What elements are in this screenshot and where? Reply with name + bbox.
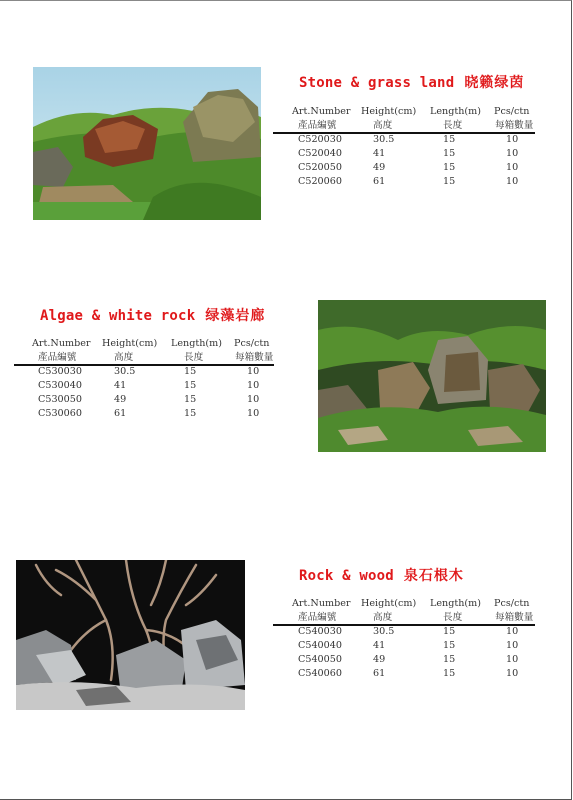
height: 41 bbox=[114, 380, 127, 391]
art-number: C530040 bbox=[38, 380, 82, 391]
height: 30.5 bbox=[373, 626, 395, 637]
length: 15 bbox=[184, 380, 197, 391]
length: 15 bbox=[184, 394, 197, 405]
header-length: Length(m) bbox=[171, 338, 222, 349]
height: 41 bbox=[373, 148, 386, 159]
stone-grass-photo bbox=[33, 67, 261, 220]
art-number: C530030 bbox=[38, 366, 82, 377]
table-row bbox=[273, 625, 543, 639]
header-zh-pcs: 每箱數量 bbox=[495, 612, 534, 623]
height: 41 bbox=[373, 640, 386, 651]
header-row-en bbox=[273, 105, 543, 119]
height: 61 bbox=[114, 408, 127, 419]
title-en: Rock & wood bbox=[299, 568, 394, 584]
header-pcs: Pcs/ctn bbox=[234, 338, 270, 349]
header-art-number: Art.Number bbox=[32, 338, 91, 349]
table-row bbox=[273, 667, 543, 681]
algae-rock-photo bbox=[318, 300, 546, 452]
header-row-zh bbox=[273, 611, 543, 625]
table-row bbox=[14, 379, 289, 393]
header-row-en bbox=[14, 337, 289, 351]
title-zh: 绿藻岩廊 bbox=[205, 308, 266, 324]
header-zh-length: 長度 bbox=[443, 612, 463, 623]
header-height: Height(cm) bbox=[102, 338, 158, 349]
product-title bbox=[299, 72, 524, 92]
art-number: C520050 bbox=[298, 162, 342, 173]
height: 30.5 bbox=[373, 134, 395, 145]
header-height: Height(cm) bbox=[361, 598, 417, 609]
table-row bbox=[273, 175, 543, 189]
pcs: 10 bbox=[506, 626, 519, 637]
length: 15 bbox=[443, 162, 456, 173]
title-en: Stone & grass land bbox=[299, 75, 455, 91]
pcs: 10 bbox=[247, 380, 260, 391]
spec-table bbox=[273, 105, 543, 195]
title-zh: 泉石根木 bbox=[403, 568, 464, 584]
spec-table bbox=[14, 337, 289, 427]
header-length: Length(m) bbox=[430, 106, 481, 117]
header-zh-pcs: 每箱數量 bbox=[495, 120, 534, 131]
header-row-zh bbox=[273, 119, 543, 133]
header-zh-art: 產品編號 bbox=[298, 612, 337, 623]
table-row bbox=[14, 407, 289, 421]
pcs: 10 bbox=[506, 162, 519, 173]
header-length: Length(m) bbox=[430, 598, 481, 609]
length: 15 bbox=[443, 654, 456, 665]
header-art-number: Art.Number bbox=[292, 598, 351, 609]
height: 61 bbox=[373, 668, 386, 679]
pcs: 10 bbox=[506, 654, 519, 665]
art-number: C520040 bbox=[298, 148, 342, 159]
art-number: C540040 bbox=[298, 640, 342, 651]
header-zh-height: 高度 bbox=[373, 612, 393, 623]
art-number: C520030 bbox=[298, 134, 342, 145]
table-row bbox=[14, 365, 289, 379]
art-number: C530050 bbox=[38, 394, 82, 405]
header-zh-length: 長度 bbox=[443, 120, 463, 131]
table-row bbox=[273, 161, 543, 175]
header-zh-art: 產品編號 bbox=[298, 120, 337, 131]
header-pcs: Pcs/ctn bbox=[494, 598, 530, 609]
art-number: C540060 bbox=[298, 668, 342, 679]
height: 30.5 bbox=[114, 366, 136, 377]
spec-table bbox=[273, 597, 543, 687]
pcs: 10 bbox=[506, 134, 519, 145]
header-height: Height(cm) bbox=[361, 106, 417, 117]
title-en: Algae & white rock bbox=[40, 308, 196, 324]
length: 15 bbox=[443, 134, 456, 145]
table-row bbox=[14, 393, 289, 407]
header-art-number: Art.Number bbox=[292, 106, 351, 117]
length: 15 bbox=[184, 366, 197, 377]
length: 15 bbox=[443, 640, 456, 651]
length: 15 bbox=[184, 408, 197, 419]
header-zh-art: 產品編號 bbox=[38, 352, 77, 363]
art-number: C540050 bbox=[298, 654, 342, 665]
pcs: 10 bbox=[247, 366, 260, 377]
art-number: C520060 bbox=[298, 176, 342, 187]
header-zh-height: 高度 bbox=[114, 352, 134, 363]
product-title bbox=[299, 565, 464, 585]
art-number: C540030 bbox=[298, 626, 342, 637]
header-zh-pcs: 每箱數量 bbox=[235, 352, 274, 363]
length: 15 bbox=[443, 148, 456, 159]
rock-wood-photo bbox=[16, 560, 245, 710]
height: 49 bbox=[114, 394, 127, 405]
pcs: 10 bbox=[247, 394, 260, 405]
length: 15 bbox=[443, 176, 456, 187]
length: 15 bbox=[443, 668, 456, 679]
height: 49 bbox=[373, 162, 386, 173]
product-title bbox=[40, 305, 265, 325]
pcs: 10 bbox=[506, 176, 519, 187]
pcs: 10 bbox=[506, 668, 519, 679]
pcs: 10 bbox=[247, 408, 260, 419]
height: 61 bbox=[373, 176, 386, 187]
table-row bbox=[273, 653, 543, 667]
header-pcs: Pcs/ctn bbox=[494, 106, 530, 117]
table-row bbox=[273, 133, 543, 147]
pcs: 10 bbox=[506, 148, 519, 159]
header-zh-length: 長度 bbox=[184, 352, 204, 363]
table-row bbox=[273, 639, 543, 653]
header-zh-height: 高度 bbox=[373, 120, 393, 131]
length: 15 bbox=[443, 626, 456, 637]
header-row-zh bbox=[14, 351, 289, 365]
header-row-en bbox=[273, 597, 543, 611]
table-row bbox=[273, 147, 543, 161]
height: 49 bbox=[373, 654, 386, 665]
pcs: 10 bbox=[506, 640, 519, 651]
art-number: C530060 bbox=[38, 408, 82, 419]
title-zh: 晓籁绿茵 bbox=[464, 75, 525, 91]
